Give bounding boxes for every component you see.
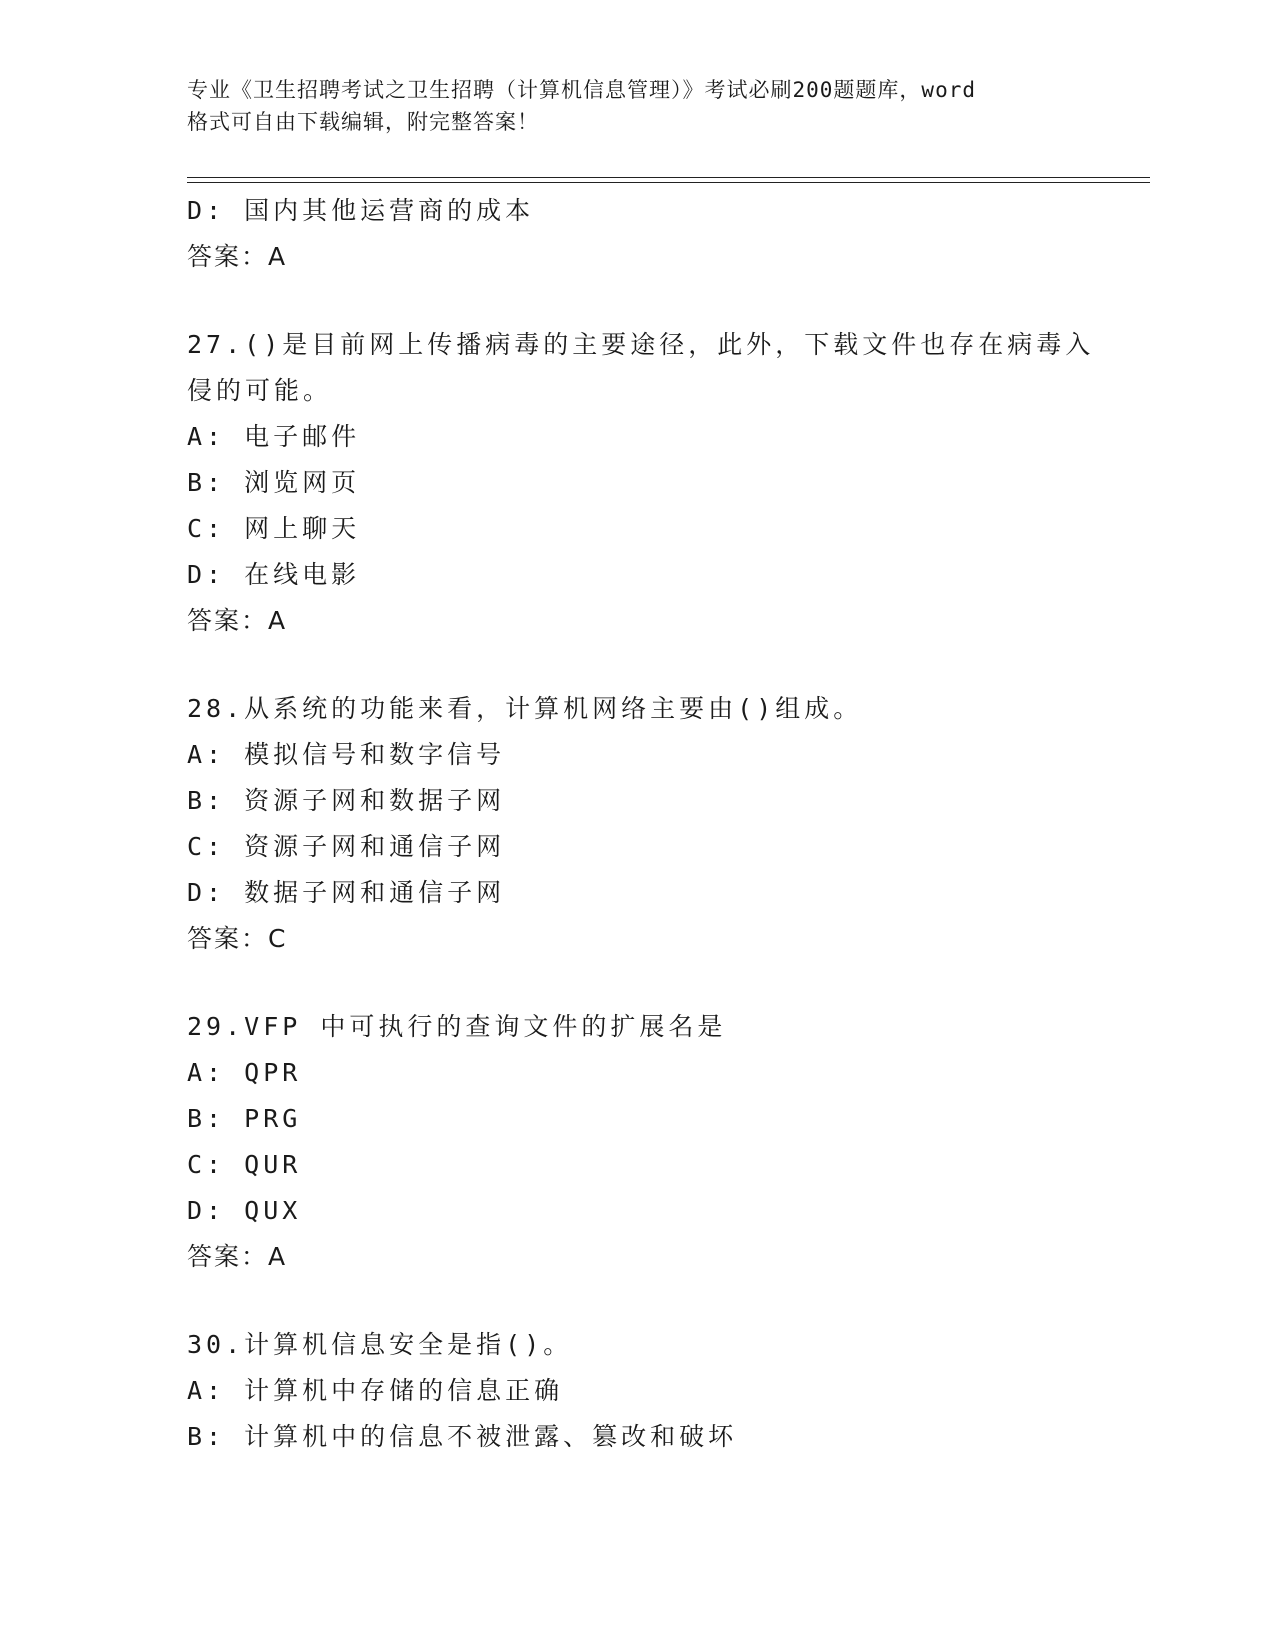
header-divider-bottom [187,182,1150,183]
question-29 [187,1004,1087,1280]
option-a: A: 电子邮件 [187,422,361,451]
option-b: B: 资源子网和数据子网 [187,786,506,815]
question-list [187,188,1095,1460]
question-stem: 28.从系统的功能来看，计算机网络主要由()组成。 [187,694,863,723]
answer-line: 答案：C [187,924,288,953]
question-30 [187,1322,1087,1460]
document-header [187,74,1087,138]
header-title-line2: 格式可自由下载编辑，附完整答案！ [187,110,539,134]
option-d: D: 国内其他运营商的成本 [187,196,535,225]
header-divider-top [187,177,1150,178]
question-26-tail [187,188,1087,280]
option-b: B: PRG [187,1104,302,1133]
option-c: C: 网上聊天 [187,514,361,543]
question-stem-continued: 侵的可能。 [187,376,333,405]
answer-line: 答案：A [187,242,288,271]
option-b: B: 计算机中的信息不被泄露、篡改和破坏 [187,1422,738,1451]
question-stem: 30.计算机信息安全是指()。 [187,1330,573,1359]
option-a: A: QPR [187,1058,302,1087]
question-stem: 29.VFP 中可执行的查询文件的扩展名是 [187,1012,727,1041]
option-c: C: QUR [187,1150,302,1179]
option-a: A: 计算机中存储的信息正确 [187,1376,564,1405]
answer-line: 答案：A [187,1242,288,1271]
option-a: A: 模拟信号和数字信号 [187,740,506,769]
option-d: D: 数据子网和通信子网 [187,878,506,907]
header-title-line1: 专业《卫生招聘考试之卫生招聘（计算机信息管理）》考试必刷200题题库，word [187,78,976,102]
question-27 [187,322,1095,644]
option-d: D: 在线电影 [187,560,361,589]
answer-line: 答案：A [187,606,288,635]
option-b: B: 浏览网页 [187,468,361,497]
option-d: D: QUX [187,1196,302,1225]
question-stem: 27.()是目前网上传播病毒的主要途径，此外，下载文件也存在病毒入 [187,330,1095,359]
option-c: C: 资源子网和通信子网 [187,832,506,861]
question-28 [187,686,1087,962]
